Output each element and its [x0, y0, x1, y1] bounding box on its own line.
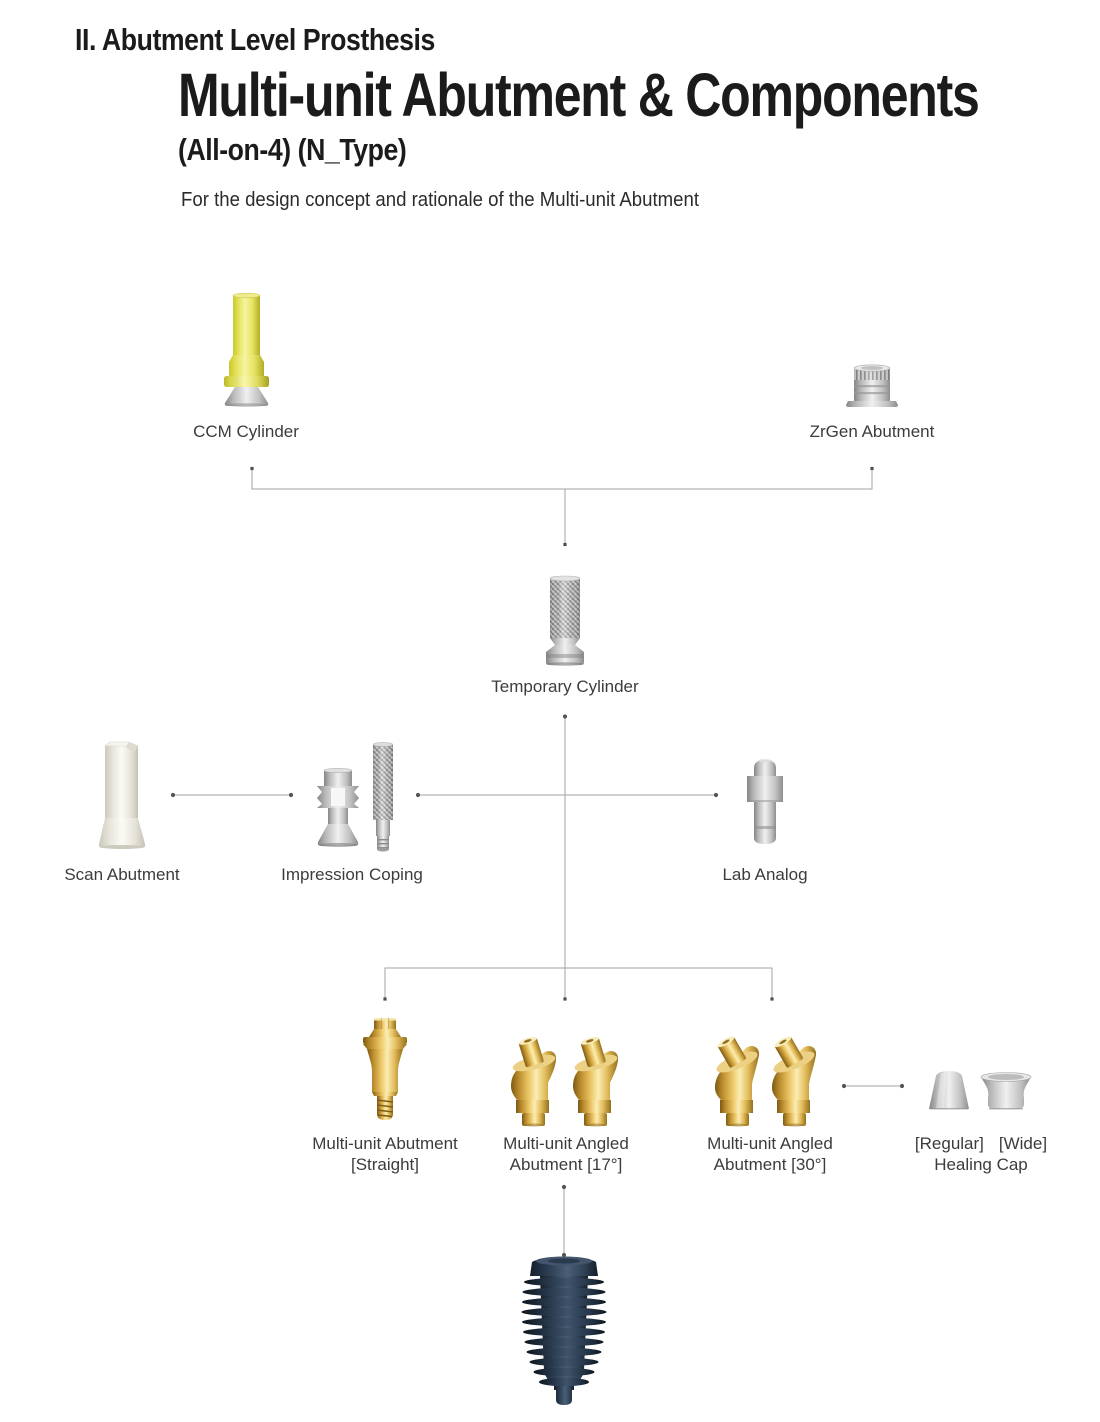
- page-title: Multi-unit Abutment & Components: [178, 61, 979, 129]
- zrgen-abutment-image: [840, 361, 904, 411]
- ccm-cylinder-label: CCM Cylinder: [193, 422, 299, 441]
- implant-image: [516, 1252, 612, 1410]
- scan-abutment-image: [86, 740, 158, 856]
- multiunit-abutment-straight-label: Multi-unit Abutment [Straight]: [312, 1134, 458, 1174]
- page-description: For the design concept and rationale of the Multi-unit Abutment: [181, 189, 700, 211]
- lab-analog-label: Lab Analog: [722, 865, 808, 884]
- page-subtitle: (All-on-4) (N_Type): [178, 132, 407, 167]
- ccm-cylinder: [146, 292, 346, 442]
- temporary-cylinder-label: Temporary Cylinder: [491, 677, 639, 696]
- multiunit-angled-30: [670, 1036, 870, 1175]
- zrgen-abutment: [772, 361, 972, 442]
- healing-cap-label: [Regular] [Wide] Healing Cap: [914, 1134, 1048, 1174]
- healing-cap: [881, 1068, 1081, 1175]
- multiunit-abutment-straight: [285, 1014, 485, 1175]
- multiunit-angled-30-label: Multi-unit Angled Abutment [30°]: [707, 1134, 833, 1174]
- healing-cap-image: [923, 1068, 1039, 1114]
- impression-coping: [252, 740, 452, 885]
- temporary-cylinder-image: [533, 574, 597, 670]
- scan-abutment-label: Scan Abutment: [64, 865, 180, 884]
- section-heading: II. Abutment Level Prosthesis: [75, 22, 435, 57]
- multiunit-angled-30-image: [708, 1036, 832, 1128]
- multiunit-abutment-straight-image: [350, 1014, 420, 1126]
- connector-bottom-tree: [385, 968, 772, 999]
- multiunit-angled-17-image: [504, 1036, 628, 1128]
- scan-abutment: [22, 740, 222, 885]
- lab-analog-image: [741, 756, 789, 848]
- lab-analog: [665, 756, 865, 885]
- ccm-cylinder-image: [208, 292, 284, 408]
- impression-coping-label: Impression Coping: [281, 865, 423, 884]
- impression-coping-image: [302, 740, 402, 856]
- multiunit-angled-17-label: Multi-unit Angled Abutment [17°]: [503, 1134, 629, 1174]
- zrgen-abutment-label: ZrGen Abutment: [809, 422, 935, 441]
- multiunit-angled-17: [466, 1036, 666, 1175]
- connector-top-tree: [252, 470, 872, 489]
- implant: [464, 1252, 664, 1410]
- temporary-cylinder: [465, 574, 665, 697]
